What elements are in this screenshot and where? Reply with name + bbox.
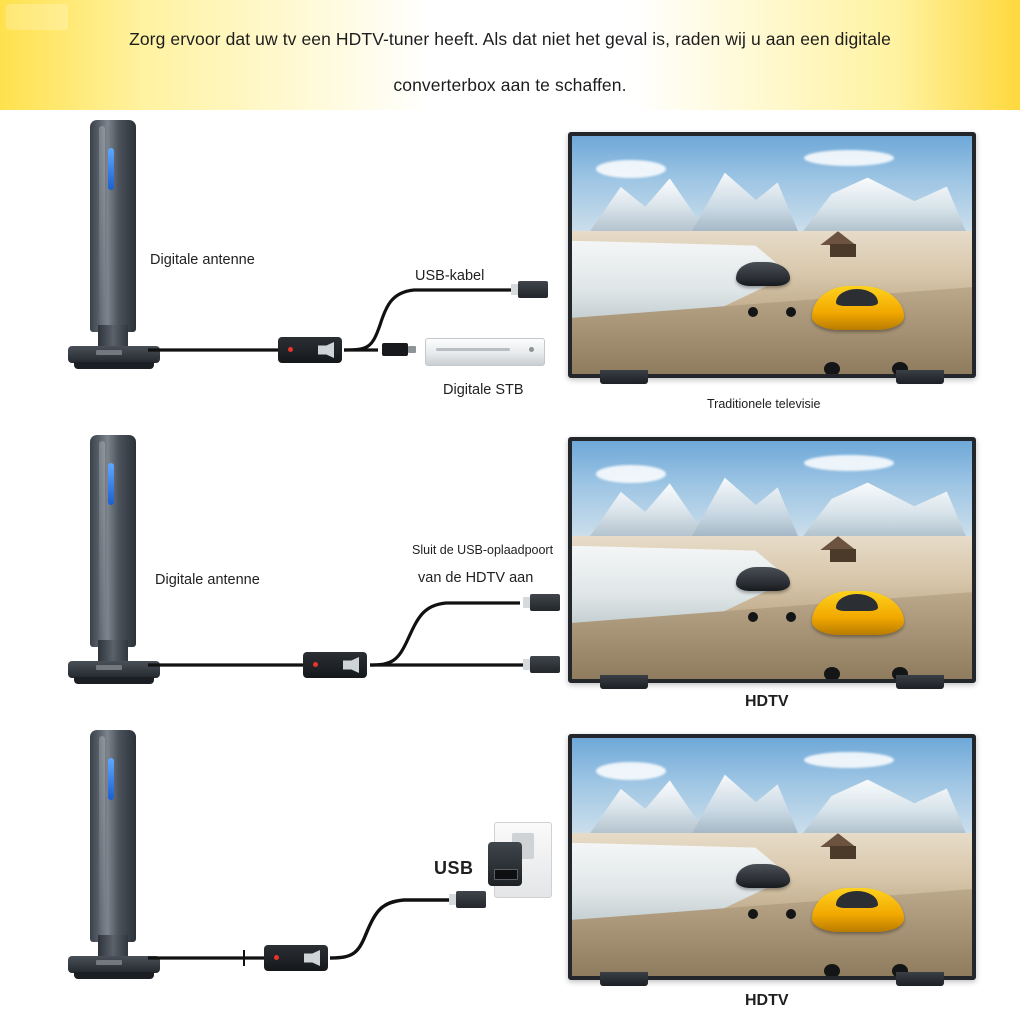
amplifier-logo-icon [318, 342, 334, 358]
signal-amplifier [303, 652, 367, 678]
antenna-led-icon [108, 463, 114, 505]
digital-set-top-box [425, 338, 545, 366]
scene-wheel [824, 362, 840, 374]
signal-amplifier [278, 337, 342, 363]
scene-car-dark [736, 567, 790, 591]
label-digital-stb: Digitale STB [443, 382, 524, 398]
panel-hdtv-wall-usb [0, 730, 1020, 1020]
tv-frame [568, 132, 976, 378]
digital-antenna [68, 730, 160, 980]
scene-cabin [830, 549, 856, 562]
scene-wheel [824, 667, 840, 679]
tv-screen [572, 136, 972, 374]
scene-wheel [824, 964, 840, 976]
amplifier-led-icon [288, 347, 293, 352]
antenna-base-shadow [74, 972, 154, 979]
tv-stand-right [896, 675, 944, 689]
header-banner [0, 0, 1020, 110]
coax-connector [530, 656, 560, 673]
antenna-logo [96, 350, 122, 355]
scene-car-dark [736, 262, 790, 286]
tv-stand-left [600, 675, 648, 689]
antenna-led-icon [108, 758, 114, 800]
tv-stand-right [896, 972, 944, 986]
tv-frame [568, 437, 976, 683]
scene-cloud [596, 762, 666, 780]
label-usb-cable: USB-kabel [415, 268, 485, 284]
label-digital-antenna: Digitale antenne [150, 252, 255, 268]
antenna-base-shadow [74, 677, 154, 684]
tv-stand-right [896, 370, 944, 384]
label-hdtv: HDTV [745, 693, 789, 710]
coax-connector [382, 343, 408, 356]
label-traditional-tv: Traditionele televisie [707, 397, 821, 411]
amplifier-led-icon [313, 662, 318, 667]
tv-screen [572, 441, 972, 679]
label-usb-port-line-2: van de HDTV aan [418, 570, 534, 586]
banner-line-1: Zorg ervoor dat uw tv een HDTV-tuner heeft. Als dat niet het geval is, raden wij u aan een digitale [129, 29, 891, 49]
digital-antenna [68, 435, 160, 685]
antenna-logo [96, 665, 122, 670]
scene-cabin [830, 244, 856, 257]
antenna-led-icon [108, 148, 114, 190]
tv-stand-left [600, 370, 648, 384]
tv-screen [572, 738, 972, 976]
scene-cloud [596, 160, 666, 178]
label-usb: USB [434, 858, 474, 878]
label-usb-port-line-1: Sluit de USB-oplaadpoort [412, 543, 554, 557]
scene-cabin [830, 846, 856, 859]
stb-indicator-icon [529, 347, 534, 352]
antenna-logo [96, 960, 122, 965]
banner-line-2: converterbox aan te schaffen. [393, 75, 627, 95]
antenna-base-shadow [74, 362, 154, 369]
usb-power-adapter [488, 842, 522, 886]
amplifier-logo-icon [343, 657, 359, 673]
usb-connector [518, 281, 548, 298]
amplifier-led-icon [274, 955, 279, 960]
label-digital-antenna: Digitale antenne [155, 572, 260, 588]
panel-hdtv-usb-port [0, 425, 1020, 730]
signal-amplifier [264, 945, 328, 971]
tv-frame [568, 734, 976, 980]
scene-cloud [596, 465, 666, 483]
usb-connector [456, 891, 486, 908]
usb-port-icon [494, 869, 518, 880]
digital-antenna [68, 120, 160, 370]
panel-traditional-tv [0, 110, 1020, 425]
scene-car-dark [736, 864, 790, 888]
usb-connector [530, 594, 560, 611]
tv-stand-left [600, 972, 648, 986]
watermark-corner [6, 4, 68, 30]
banner-text [60, 16, 960, 108]
label-hdtv: HDTV [745, 992, 789, 1009]
amplifier-logo-icon [304, 950, 320, 966]
stb-slot [436, 348, 510, 351]
